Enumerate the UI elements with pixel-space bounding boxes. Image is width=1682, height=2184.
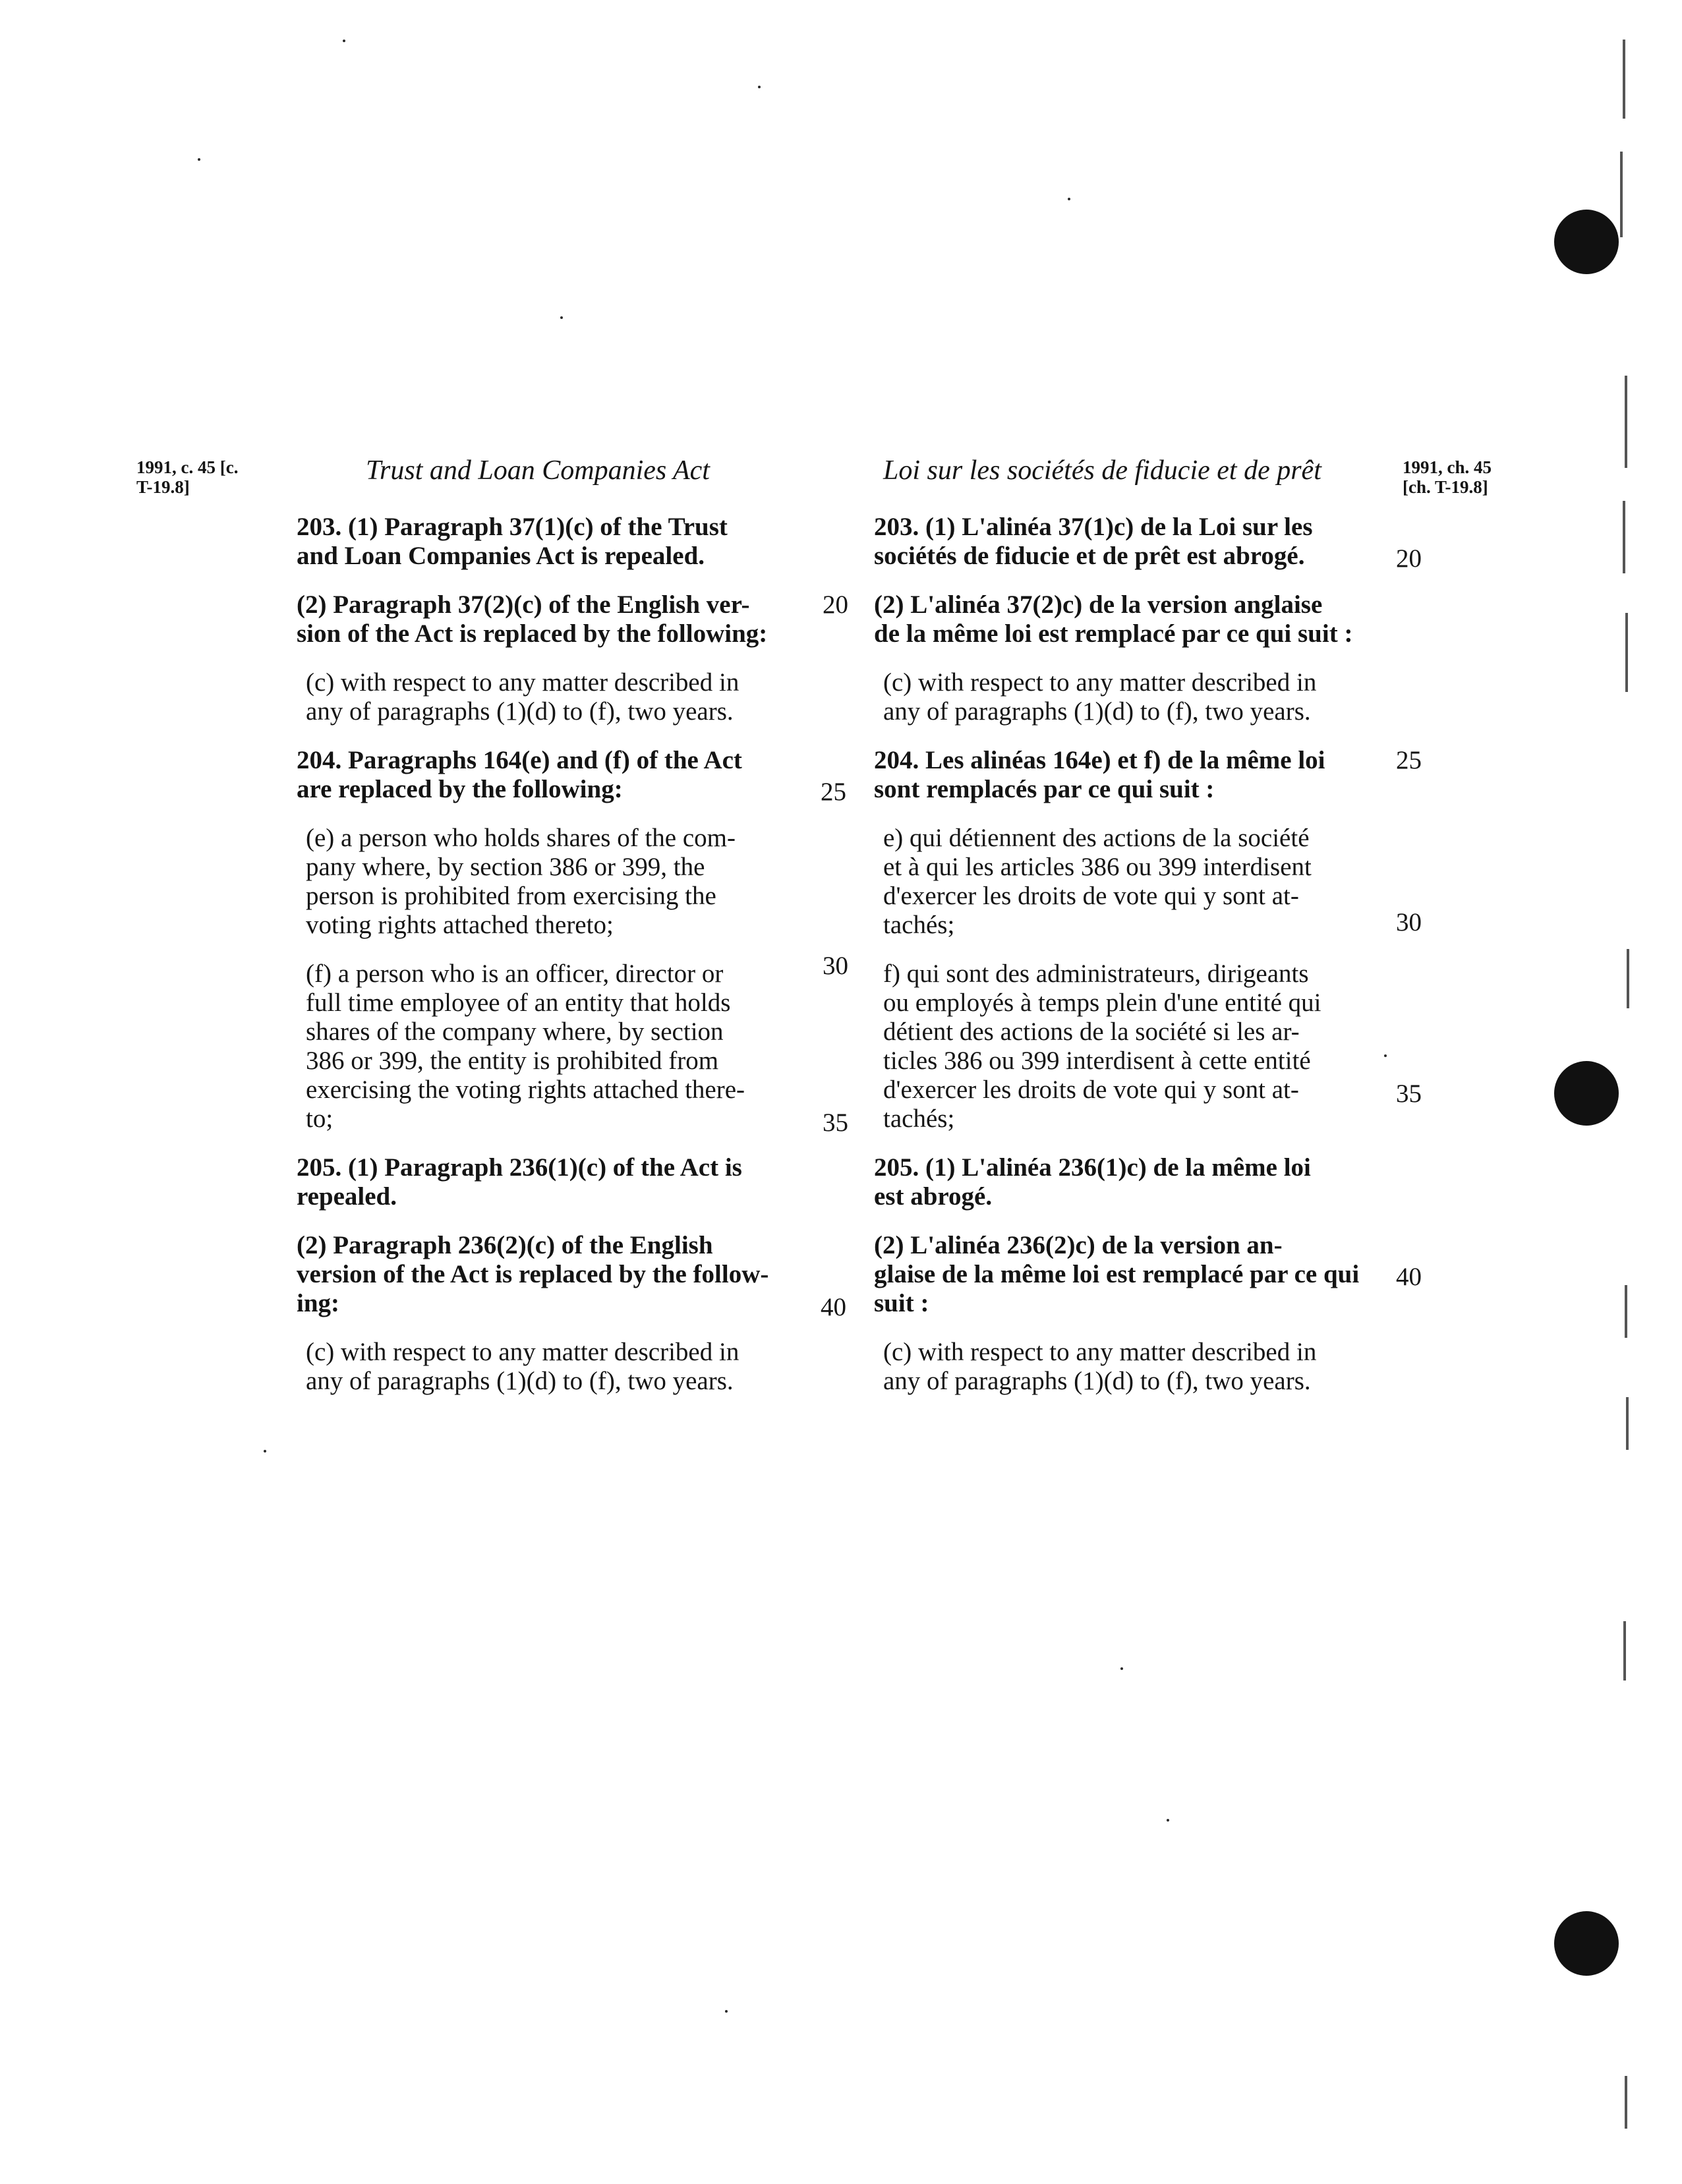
section-203-2-en: (2) Paragraph 37(2)(c) of the English ver- sion of the Act is replaced by the following: (297, 590, 768, 648)
line-number: 20 (823, 590, 848, 619)
scan-speck (1167, 1819, 1169, 1822)
section-205-1-fr: 205. (1) L'alinéa 236(1)c) de la même loi est abrogé. (874, 1153, 1311, 1211)
scan-speck (343, 40, 345, 42)
paragraph-204-e-fr: e) qui détiennent des actions de la société et à qui les articles 386 ou 399 interdisent d'exercer les droits de vote qui y sont at- tachés; (883, 824, 1312, 939)
scan-speck (758, 86, 761, 88)
section-205-2-fr: (2) L'alinéa 236(2)c) de la version an- glaise de la même loi est remplacé par ce qui suit : (874, 1231, 1360, 1317)
scan-edge-line (1625, 376, 1627, 468)
english-column (279, 513, 817, 1396)
section-205-2-en: (2) Paragraph 236(2)(c) of the English version of the Act is replaced by the follow- ing: (297, 1231, 769, 1317)
scan-speck (1068, 198, 1070, 200)
right-margin-note: 1991, ch. 45 [ch. T-19.8] (1403, 457, 1492, 497)
binder-hole-middle (1554, 1061, 1619, 1126)
section-205-1-en: 205. (1) Paragraph 236(1)(c) of the Act is repealed. (297, 1153, 742, 1211)
scan-edge-line (1626, 1397, 1629, 1450)
paragraph-204-f-fr: f) qui sont des administrateurs, dirigeants ou employés à temps plein d'une entité qui détient des actions de la société si les ar- ticles 386 ou 399 interdisent à cette entité d'exercer les droits de vote qui y sont at- tachés; (883, 960, 1321, 1133)
paragraph-205-2-c-fr: (c) with respect to any matter described in any of paragraphs (1)(d) to (f), two years. (883, 1338, 1317, 1395)
line-number: 40 (1396, 1263, 1422, 1291)
paragraph-204-f-en: (f) a person who is an officer, director or full time employee of an entity that holds shares of the company where, by section 386 or 399, the entity is prohibited from exercising the voting rights attached there- to; (306, 960, 745, 1133)
scan-speck (1384, 1054, 1387, 1057)
section-204-en: 204. Paragraphs 164(e) and (f) of the Act are replaced by the following: (297, 746, 742, 803)
line-number: 40 (821, 1293, 846, 1321)
section-203-1-en: 203. (1) Paragraph 37(1)(c) of the Trust and Loan Companies Act is repealed. (297, 513, 728, 570)
line-number: 30 (1396, 908, 1422, 936)
line-number: 35 (1396, 1079, 1422, 1108)
left-running-title: Trust and Loan Companies Act (366, 455, 710, 486)
scan-edge-line (1625, 2076, 1627, 2129)
section-203-1-fr: 203. (1) L'alinéa 37(1)c) de la Loi sur les sociétés de fiducie et de prêt est abrogé. (874, 513, 1313, 570)
scan-edge-line (1620, 152, 1623, 237)
paragraph-203-2-c-en: (c) with respect to any matter described in any of paragraphs (1)(d) to (f), two years. (306, 668, 740, 726)
line-number: 30 (823, 952, 848, 980)
scan-speck (198, 158, 200, 161)
scan-edge-line (1625, 1285, 1627, 1338)
scan-edge-line (1625, 613, 1628, 692)
scan-speck (725, 2010, 728, 2013)
french-column (857, 513, 1384, 1396)
paragraph-203-2-c-fr: (c) with respect to any matter described in any of paragraphs (1)(d) to (f), two years. (883, 668, 1317, 726)
scan-edge-line (1623, 1621, 1626, 1681)
line-number: 35 (823, 1108, 848, 1137)
paragraph-204-e-en: (e) a person who holds shares of the com- pany where, by section 386 or 399, the person is prohibited from exercising the voting rights attached thereto; (306, 824, 736, 939)
paragraph-205-2-c-en: (c) with respect to any matter described in any of paragraphs (1)(d) to (f), two years. (306, 1338, 740, 1395)
scan-speck (560, 316, 563, 319)
line-number: 20 (1396, 544, 1422, 573)
line-number: 25 (821, 778, 846, 806)
scan-speck (264, 1450, 266, 1452)
scan-speck (1120, 1667, 1123, 1670)
binder-hole-top (1554, 210, 1619, 274)
binder-hole-bottom (1554, 1911, 1619, 1976)
scan-edge-line (1623, 501, 1625, 573)
right-running-title: Loi sur les sociétés de fiducie et de prêt (883, 455, 1321, 486)
line-number: 25 (1396, 746, 1422, 774)
section-204-fr: 204. Les alinéas 164e) et f) de la même loi sont remplacés par ce qui suit : (874, 746, 1325, 803)
left-margin-note: 1991, c. 45 [c. T-19.8] (136, 457, 239, 497)
section-203-2-fr: (2) L'alinéa 37(2)c) de la version anglaise de la même loi est remplacé par ce qui suit : (874, 590, 1353, 648)
scan-edge-line (1627, 949, 1629, 1008)
scan-edge-line (1623, 40, 1625, 119)
